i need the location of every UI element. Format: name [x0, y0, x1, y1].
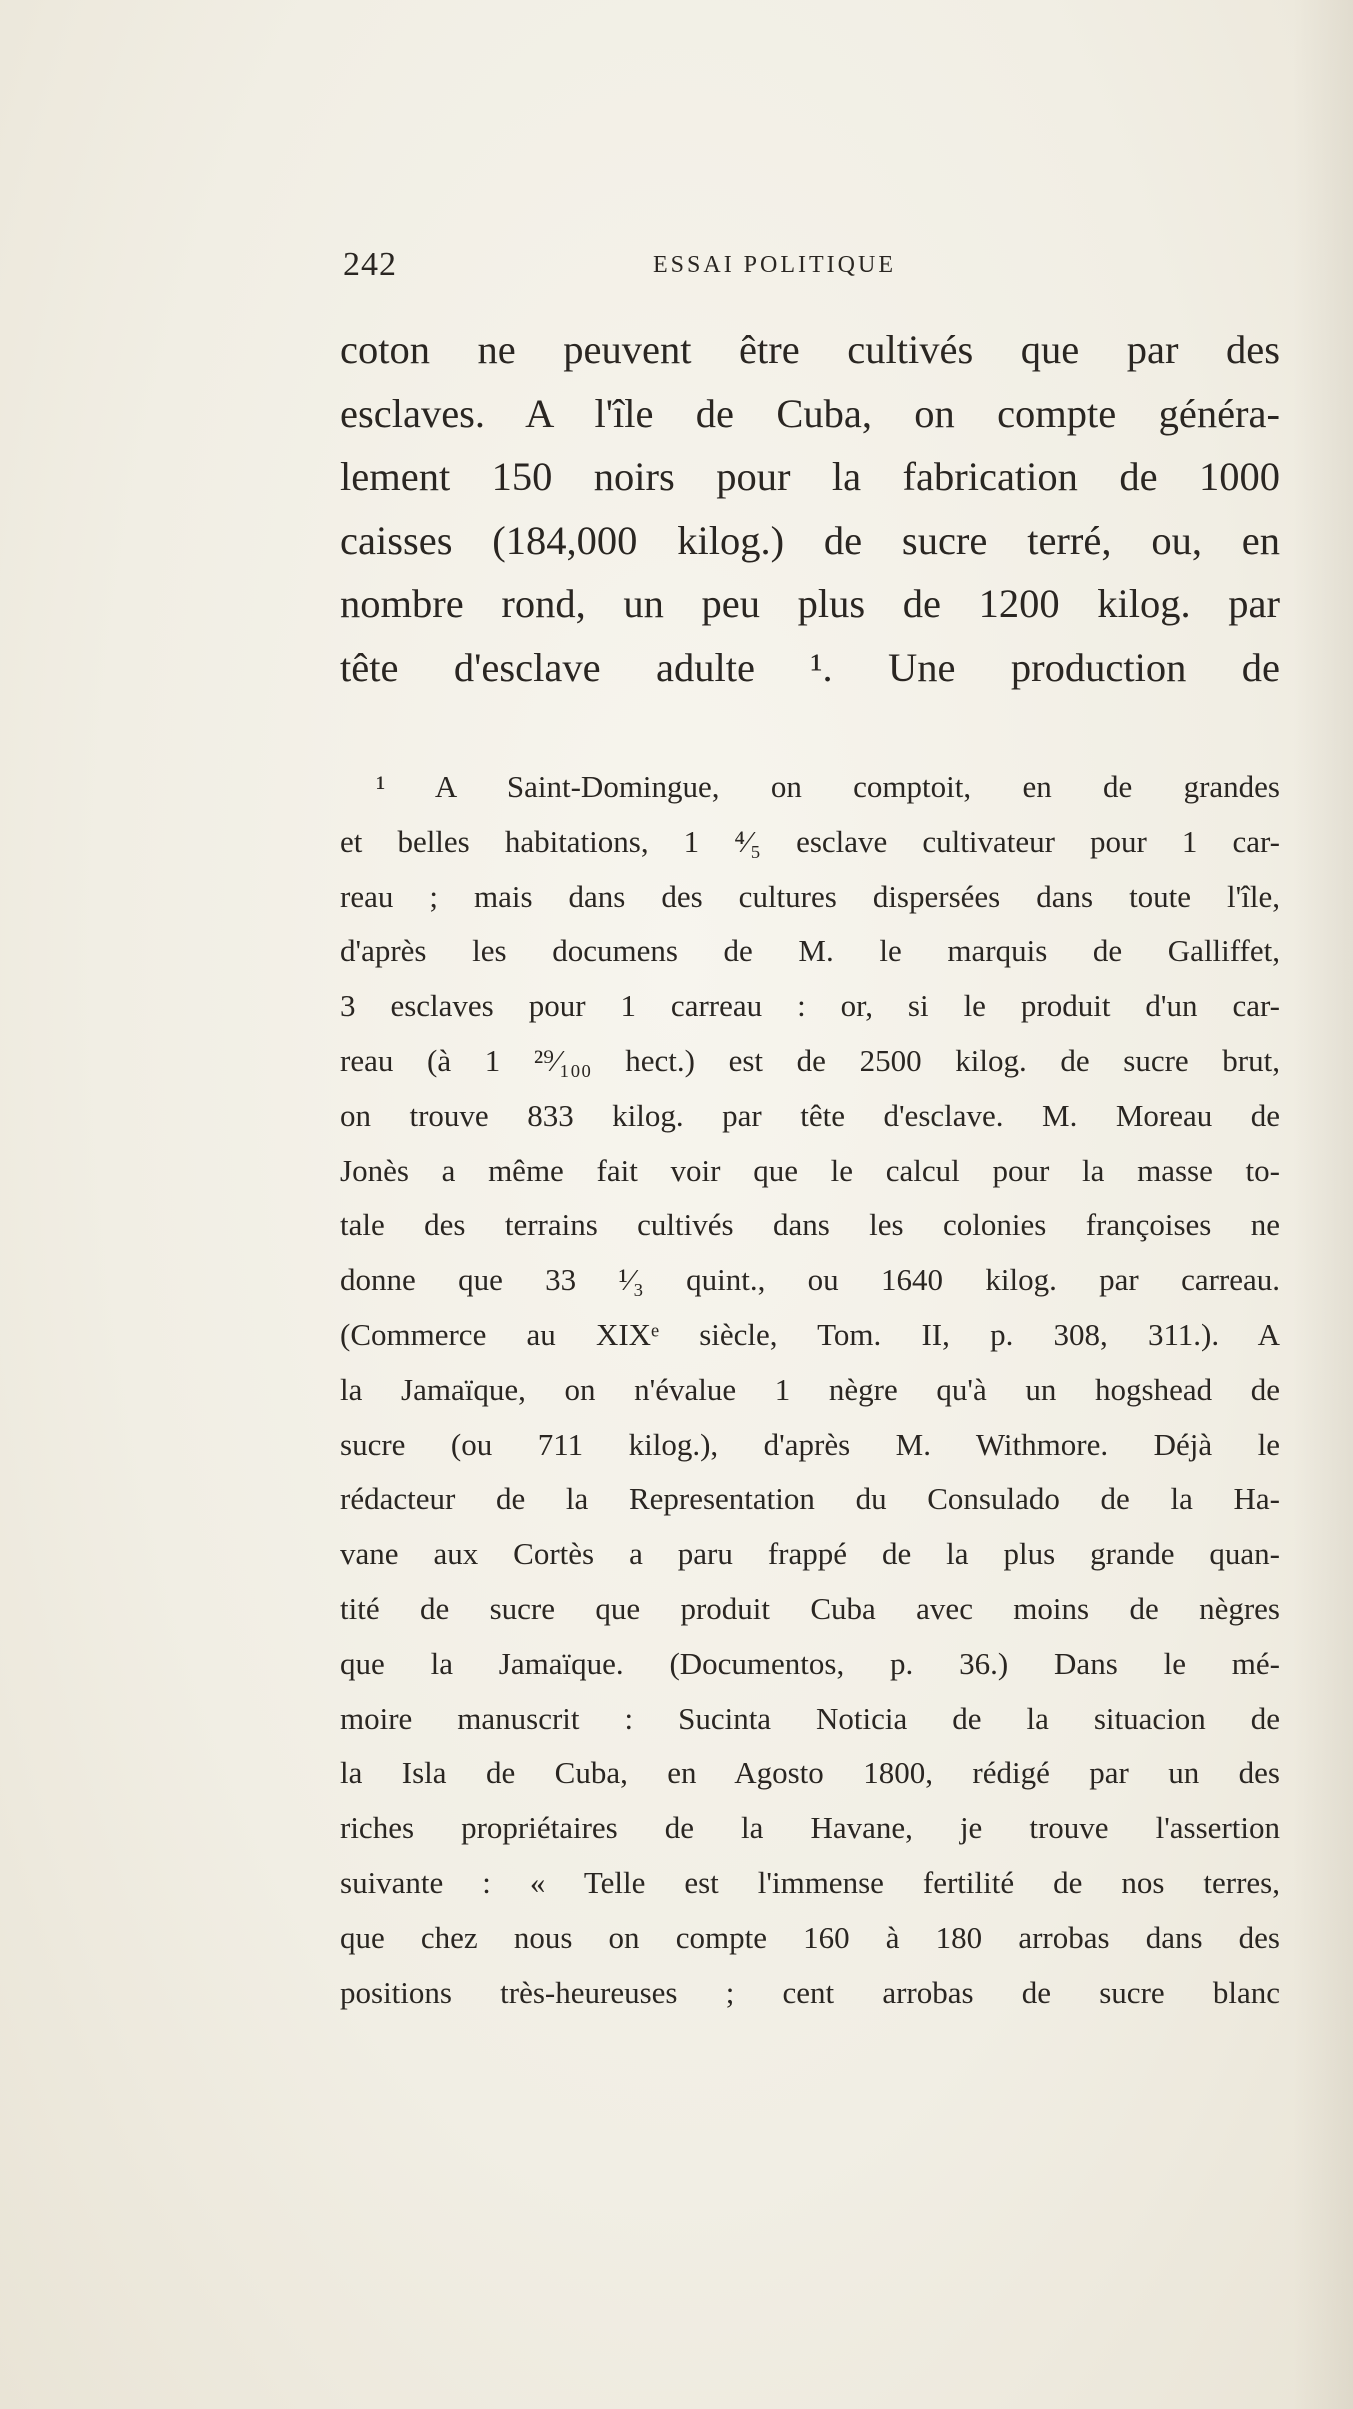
footnote-line: on trouve 833 kilog. par tête d'esclave. M. Moreau de	[340, 1097, 1280, 1133]
footnote-line: Jonès a même fait voir que le calcul pour la masse to-	[340, 1152, 1280, 1188]
footnote-line: reau ; mais dans des cultures dispersées dans toute l'île,	[340, 878, 1280, 914]
footnote-line: d'après les documens de M. le marquis de Galliffet,	[340, 933, 1280, 969]
footnote-line: (Commerce au XIXᵉ siècle, Tom. II, p. 308, 311.). A	[340, 1316, 1280, 1352]
footnote-line: la Isla de Cuba, en Agosto 1800, rédigé par un des	[340, 1755, 1280, 1791]
footnote-line: la Jamaïque, on n'évalue 1 nègre qu'à un hogshead de	[340, 1371, 1280, 1407]
page-edge-shadow	[1293, 0, 1353, 2409]
text-line: caisses (184,000 kilog.) de sucre terré, ou, en	[340, 517, 1280, 563]
main-text	[340, 318, 1280, 700]
footnote-line: ¹ A Saint-Domingue, on comptoit, en de grandes	[376, 769, 1280, 804]
text-line: tête d'esclave adulte ¹. Une production de	[340, 644, 1280, 690]
footnote-line: tité de sucre que produit Cuba avec moins de nègres	[340, 1590, 1280, 1626]
footnote-line: 3 esclaves pour 1 carreau : or, si le produit d'un car-	[340, 988, 1280, 1024]
footnote-line: que la Jamaïque. (Documentos, p. 36.) Dans le mé-	[340, 1645, 1280, 1681]
footnote-line: moire manuscrit : Sucinta Noticia de la situacion de	[340, 1700, 1280, 1736]
footnote-line: suivante : « Telle est l'immense fertilité de nos terres,	[340, 1864, 1280, 1900]
page-number: 242	[343, 246, 397, 283]
footnote-line: positions très-heureuses ; cent arrobas de sucre blanc	[340, 1974, 1280, 2010]
footnote-line: sucre (ou 711 kilog.), d'après M. Withmore. Déjà le	[340, 1426, 1280, 1462]
footnote-line: reau (à 1 ²⁹⁄₁₀₀ hect.) est de 2500 kilog. de sucre brut,	[340, 1042, 1280, 1078]
footnote-line: riches propriétaires de la Havane, je trouve l'assertion	[340, 1810, 1280, 1846]
text-line: coton ne peuvent être cultivés que par des	[340, 327, 1280, 372]
page-header	[343, 246, 1283, 286]
footnote-line: tale des terrains cultivés dans les colonies françoises ne	[340, 1207, 1280, 1243]
running-title: ESSAI POLITIQUE	[653, 252, 896, 278]
footnote-line: vane aux Cortès a paru frappé de la plus grande quan-	[340, 1536, 1280, 1572]
footnote-line: que chez nous on compte 160 à 180 arrobas dans des	[340, 1919, 1280, 1955]
text-line: esclaves. A l'île de Cuba, on compte généra-	[340, 390, 1280, 436]
footnote-line: rédacteur de la Representation du Consulado de la Ha-	[340, 1481, 1280, 1517]
text-line: lement 150 noirs pour la fabrication de 1000	[340, 454, 1280, 500]
footnote-line: donne que 33 ¹⁄₃ quint., ou 1640 kilog. par carreau.	[340, 1262, 1280, 1298]
text-line: nombre rond, un peu plus de 1200 kilog. par	[340, 581, 1280, 627]
footnote-line: et belles habitations, 1 ⁴⁄₅ esclave cultivateur pour 1 car-	[340, 823, 1280, 859]
footnote	[340, 760, 1280, 2020]
